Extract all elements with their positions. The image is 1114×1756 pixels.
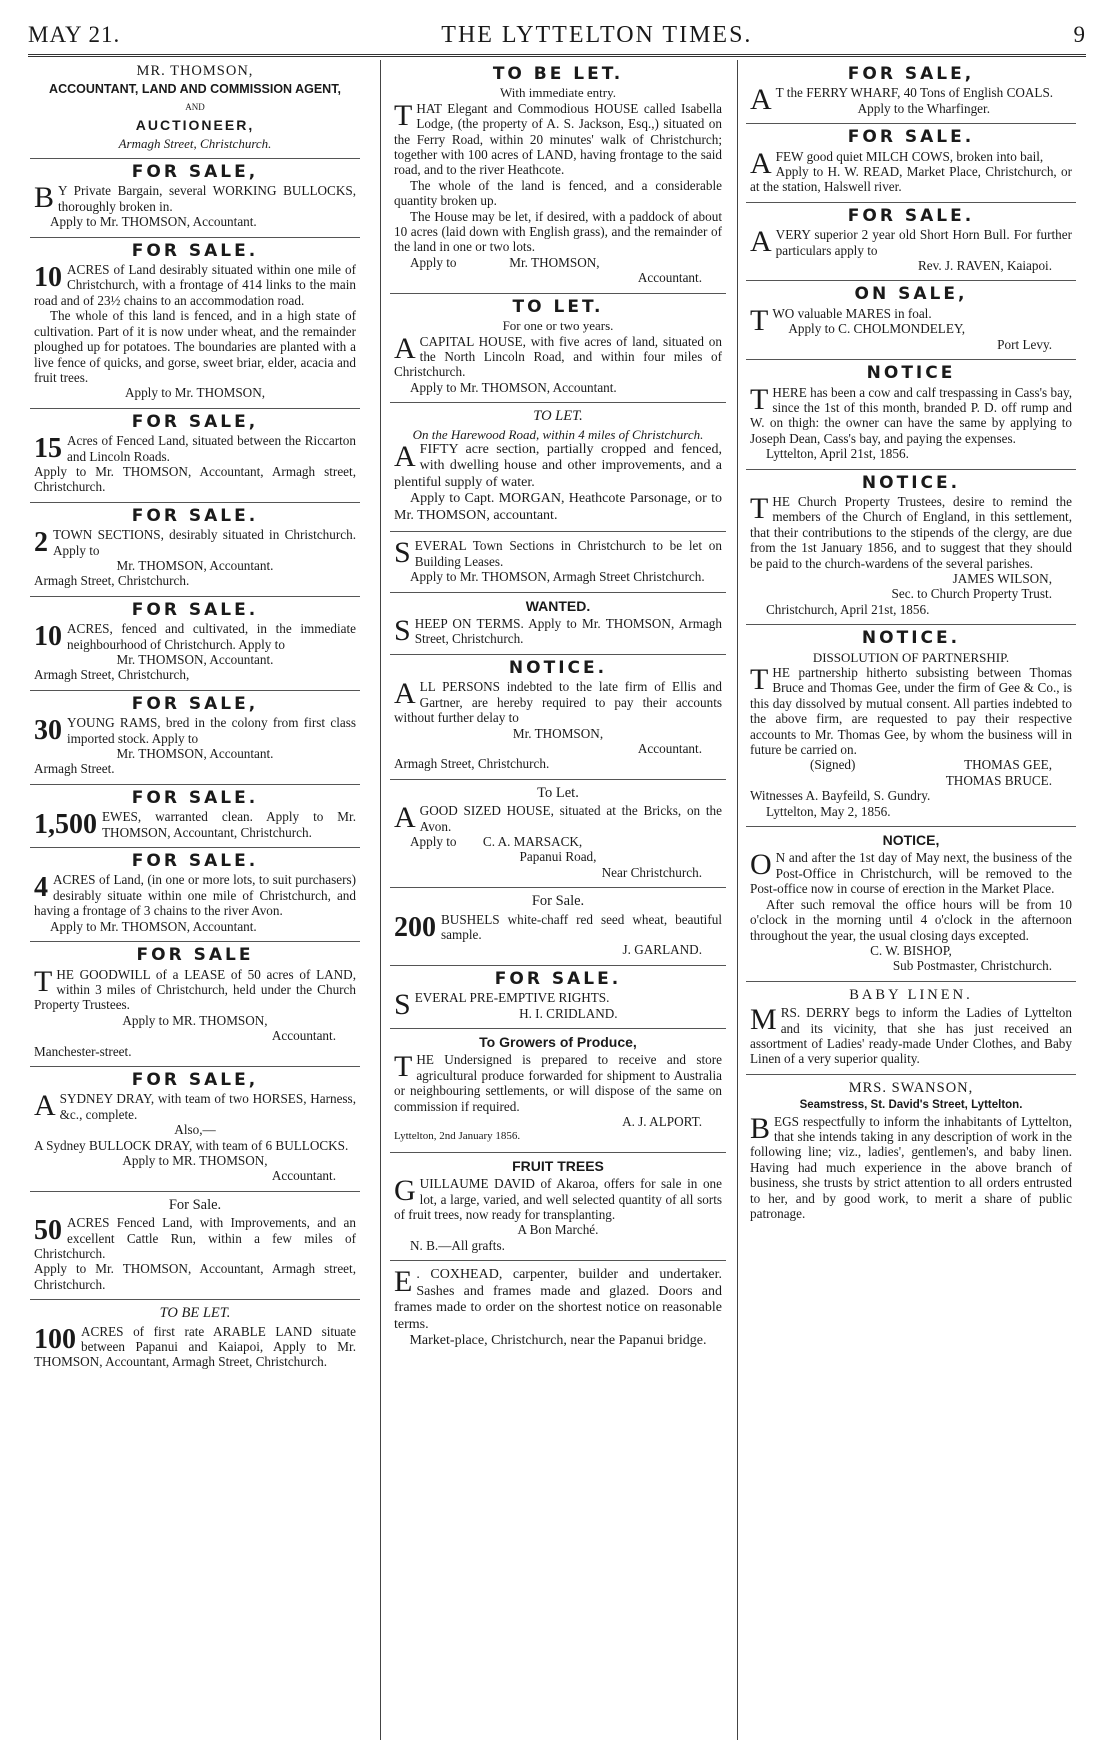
advert-text: BUSHELS white-chaff red seed wheat, beautiful sample. [441,911,722,942]
advert-text: HE GOODWILL of a LEASE of 50 acres of LAND, within 3 miles of Christchurch, held under the Church Property Trustees. [34,966,356,1013]
advert-address: Manchester-street. [34,1043,132,1059]
issue-date: MAY 21. [28,22,121,47]
advert-text: EVERAL Town Sections in Christchurch to be let on Building Leases. [414,538,722,569]
advert-text: UILLAUME DAVID of Akaroa, offers for sale in one lot, a large, varied, and well selected quantity of all sorts of fruit trees, now ready for transplanting. [394,1176,722,1223]
advert-text: HE Undersigned is prepared to receive and store agricultural produce forwarded for shipment to Australia or neighbouring settlements, or will dispose of the same on commission if required. [394,1052,722,1114]
advert-text: FEW good quiet MILCH COWS, broken into bail, [775,148,1044,164]
advert [746,284,1076,360]
advert-heading: NOTICE, [882,832,940,849]
advert [30,693,360,785]
advert-heading: NOTICE [866,363,956,384]
column-2 [390,64,726,1363]
advert-text: ACRES, fenced and cultivated, in the immediate neighbourhood of Christchurch. Apply to [67,621,356,652]
advert-number: 30 [34,715,62,747]
advert-text: EWES, warranted clean. Apply to Mr. THOMSON, Accountant, Christchurch. [102,809,356,840]
witness-2: S. Gundry. [873,788,931,804]
drop-cap: G [394,1174,416,1208]
advert [746,833,1076,982]
advert-signature: Sec. to Church Property Trust. [891,586,1052,602]
advert-heading: To Let. [537,784,579,801]
advert-text: After such removal the office hours will be from 10 o'clock in the morning until 4 o'clock in the afternoon throughout the year, the usual closing days excepted. [750,896,1072,943]
advert-address: Market-place, Christchurch, near the Papanui bridge. [409,1333,707,1349]
advert [390,1159,726,1261]
drop-cap: T [394,1050,413,1084]
agent-auctioneer: AUCTIONEER, [135,117,255,134]
advert [390,786,726,888]
signature-1: THOMAS GEE, [964,757,1052,773]
drop-cap: A [750,146,772,180]
drop-cap: T [750,663,769,696]
advert-apply: Apply to the Wharfinger. [857,100,990,116]
agent-name: MR. THOMSON, [136,63,254,79]
advert-heading: TO BE LET. [492,64,624,84]
column-3 [746,64,1076,1234]
advert-also: Also,— [174,1122,216,1138]
advert-apply [394,834,722,849]
advert-signature: JAMES WILSON, [952,570,1052,586]
advert-text: EGS respectfully to inform the inhabitants of Lyttelton, that she intends taking in any description of work in the following line; viz., ladies', gentlemen's, and baby linen. Having had much experience in the above branch of business, she trusts by strict attention to all orders entrusted to her, and by good work, to merit a share of public patronage. [750,1113,1072,1221]
advert [30,162,360,238]
advert [390,409,726,532]
apply-name: Mr. THOMSON, [509,254,600,270]
agent-address: Armagh Street, Christchurch. [118,135,272,151]
advert-number: 10 [34,262,62,294]
advert-heading: TO LET. [512,296,604,317]
advert-apply: Port Levy. [997,336,1052,352]
advert-date: Christchurch, April 21st, 1856. [766,601,930,617]
signed-label: (Signed) [810,757,856,773]
advert-apply: Apply to Capt. MORGAN, Heathcote Parsonage, or to Mr. THOMSON, accountant. [394,491,722,523]
advert-signed [750,757,1072,772]
advert-subheading: Seamstress, St. David's Street, Lyttelton. [799,1099,1023,1112]
advert [30,599,360,691]
advert-number: 10 [34,621,62,653]
advert-apply: Accountant. [271,1028,336,1044]
drop-cap: M [750,1003,777,1037]
advert-text: SYDNEY DRAY, with team of two HORSES, Harness, &c., complete. [59,1091,356,1122]
advert-apply: Apply to Mr. THOMSON, Armagh Street Christchurch. [410,569,705,585]
advert-number: 50 [34,1215,62,1247]
advert-text: ACRES of first rate ARABLE LAND situate between Papanui and Kaiapoi, Apply to Mr. THOMSON, Accountant, Armagh Street, Christchurch. [34,1323,356,1370]
drop-cap: E [394,1265,413,1299]
advert [390,657,726,780]
advert-heading: FOR SALE. [847,127,975,148]
drop-cap: B [34,181,55,215]
advert [390,968,726,1029]
drop-cap: T [750,303,769,337]
drop-cap: S [394,988,411,1022]
advert-text: VERY superior 2 year old Short Horn Bull. For further particulars apply to [775,227,1072,258]
header-rule [28,54,1086,57]
apply-name: C. A. MARSACK, [482,833,583,849]
advert-heading: To Growers of Produce, [479,1034,637,1050]
drop-cap: A [394,439,416,473]
advert-number: 100 [34,1323,76,1355]
advert [390,64,726,294]
advert [30,851,360,942]
advert-text: The whole of this land is fenced, and in a high state of cultivation. Part of it is now under wheat, and the remainder ploughed up for potatoes. The boundaries are planted with a live fence of quicks, and gorse, sweet briar, elder, acacia and fruit trees. [34,308,356,385]
advert-text: The House may be let, if desired, with a paddock of about 10 acres (laid down with English grass), and the remainder of the land in one or two lots. [394,208,722,255]
advert-apply: Apply to MR. THOMSON, [122,1152,268,1168]
advert-apply: Accountant. [271,1168,336,1184]
drop-cap: S [394,614,411,648]
advert-heading: FRUIT TREES [512,1157,604,1174]
advert-heading: MRS. SWANSON, [848,1079,974,1096]
advert [390,1035,726,1153]
advert-signature: H. I. CRIDLAND. [519,1005,618,1021]
advert [746,363,1076,469]
advert [746,628,1076,827]
advert-heading: FOR SALE, [847,64,975,84]
advert-heading: NOTICE. [861,628,961,649]
advert [30,945,360,1067]
advert-address: Armagh Street. [34,761,115,777]
advert-apply: Mr. THOMSON, Accountant. [116,652,274,667]
advert-apply: Accountant. [637,270,702,286]
advert-subheading: For one or two years. [502,318,614,334]
advert [746,1081,1076,1229]
advert-apply: Apply to Mr. THOMSON, Accountant, Armagh street, Christchurch. [34,463,356,495]
advert-subheading: DISSOLUTION OF PARTNERSHIP. [812,649,1010,665]
advert-text: CAPITAL HOUSE, with five acres of land, situated on the North Lincoln Road, and within four miles of Christchurch. [394,333,722,380]
advert-apply: Apply to Mr. THOMSON, [124,385,266,401]
advert-signature: A. J. ALPORT. [622,1114,702,1130]
advert-address: Near Christchurch. [601,864,702,880]
advert-apply: Rev. J. RAVEN, Kaiapoi. [917,258,1052,274]
advert [30,1198,360,1300]
advert-apply: Mr. THOMSON, Accountant. [116,746,274,762]
column-1 [30,64,360,1383]
advert [30,411,360,503]
drop-cap: S [394,536,411,570]
advert-text: RS. DERRY begs to inform the Ladies of Lyttelton and its vicinity, that she has just received an assortment of Ladies' ready-made Under Clothes, and Baby Linen of a very superior quality. [750,1005,1072,1067]
advert-apply: Apply to Mr. THOMSON, Accountant, Armagh street, Christchurch. [34,1261,356,1292]
advert-heading: FOR SALE. [131,505,259,526]
advert-text: T the FERRY WHARF, 40 Tons of English COALS. [775,85,1054,101]
advert-apply: Apply to H. W. READ, Market Place, Christchurch, or at the station, Halswell river. [750,164,1072,195]
agent-role: ACCOUNTANT, LAND AND COMMISSION AGENT, [49,82,341,97]
witnesses-label: Witnesses [750,788,803,804]
drop-cap: O [750,848,772,882]
advert-apply: Mr. THOMSON, [512,725,604,741]
advert-heading: FOR SALE, [131,162,259,183]
advert [390,538,726,592]
advert-apply: Mr. THOMSON, Accountant. [116,557,274,573]
advert [746,472,1076,626]
advert-apply: Apply to MR. THOMSON, [122,1012,268,1028]
drop-cap: T [750,382,769,416]
advert-signature: C. W. BISHOP, [870,942,952,958]
advert [30,787,360,848]
advert-number: 2 [34,527,48,559]
newspaper-title: THE LYTTELTON TIMES. [441,21,753,48]
drop-cap: T [34,964,53,998]
page-number: 9 [1073,22,1086,47]
advert-signature: J. GARLAND. [622,942,702,958]
advert-text: HAT Elegant and Commodious HOUSE called Isabella Lodge, (the property of A. S. Jackson, Esq.,) situated on the Ferry Road, within 20 minutes' walk of Christchurch; together with 100 acres of LAND, having frontage to the said road, and to the river Heathcote. [394,100,722,178]
apply-label: Apply to [410,833,457,849]
advert-text: A Sydney BULLOCK DRAY, with team of 6 BULLOCKS. [34,1137,349,1153]
advert-heading: For Sale. [531,893,585,910]
advert-text: The whole of the land is fenced, and a considerable quantity broken up. [394,177,722,209]
advert-heading: FOR SALE. [847,205,975,226]
advert-agent [30,64,360,159]
advert-subheading: With immediate entry. [500,85,616,101]
advert-text: HEEP ON TERMS. Apply to Mr. THOMSON, Armagh Street, Christchurch. [414,616,722,647]
drop-cap: A [394,801,416,835]
advert-heading: FOR SALE. [131,599,259,620]
advert [390,894,726,966]
advert-heading: NOTICE. [508,657,608,678]
advert-apply [394,255,722,270]
advert-apply: Apply to Mr. THOMSON, Accountant. [50,214,257,230]
advert-signature: Sub Postmaster, Christchurch. [892,958,1052,974]
drop-cap: T [750,491,769,525]
advert-heading: FOR SALE, [131,411,259,432]
advert-apply: Apply to Mr. THOMSON, Accountant. [50,918,257,934]
witness-1: A. Bayfeild, [805,788,871,804]
advert-heading: TO BE LET. [159,1305,231,1322]
column-divider [737,60,738,1740]
advert-text: HE partnership hitherto subsisting between Thomas Bruce and Thomas Gee, under the firm of Gee & Co., is this day dissolved by mutual consent. All parties indebted to the above firm, are requested to pay their respective accounts to Mr. Thomas Gee, by whom the business will in future be carried on. [750,665,1072,758]
advert-text: ACRES of Land, (in one or more lots, to suit purchasers) desirably situate within one mile of Christchurch, and having a frontage of 3 chains to the river Avon. [34,872,356,919]
drop-cap: A [750,83,772,117]
apply-label: Apply to [410,254,457,270]
advert-heading: FOR SALE [136,945,254,966]
advert-text: EVERAL PRE-EMPTIVE RIGHTS. [414,990,610,1006]
advert-heading: FOR SALE, [131,693,259,714]
advert [390,599,726,655]
advert-text: HERE has been a cow and calf trespassing in Cass's bay, since the 1st of this month, branded P. D. off rump and W. on thigh: the owner can have the same by applying to Joseph Dean, Cass's bay, and paying the expenses. [750,384,1072,446]
advert-heading: For Sale. [168,1196,222,1213]
advert-heading: WANTED. [525,597,591,614]
agent-and: AND [185,101,205,112]
advert-signature: A Bon Marché. [517,1222,599,1238]
page-header [28,18,1086,52]
advert-address: Armagh Street, Christchurch. [394,756,550,772]
advert-heading: FOR SALE. [131,851,259,872]
advert-address: Papanui Road, [519,849,597,865]
advert-heading: TO LET. [533,408,583,425]
drop-cap: A [394,677,416,711]
advert [746,988,1076,1075]
advert-heading: FOR SALE. [131,240,259,261]
advert-text: . COXHEAD, carpenter, builder and undertaker. Sashes and frames made and glazed. Doors and frames made to order on the shortest notice on reasonable terms. [394,1267,722,1332]
advert [30,505,360,597]
advert [30,1306,360,1377]
drop-cap: T [394,98,413,132]
advert-heading: ON SALE, [854,284,968,305]
advert-text: LL PERSONS indebted to the late firm of Ellis and Gartner, are hereby required to pay their accounts without further delay to [394,679,722,726]
advert-date: Lyttelton, May 2, 1856. [766,803,891,819]
drop-cap: A [750,225,772,259]
advert [390,1267,726,1357]
advert [746,205,1076,282]
advert-text: WO valuable MARES in foal. [772,305,932,321]
advert-text: ACRES Fenced Land, with Improvements, and an excellent Cattle Run, within a few miles of Christchurch. [34,1215,356,1261]
advert-text: Y Private Bargain, several WORKING BULLOCKS, thoroughly broken in. [58,183,356,214]
advert-text: HE Church Property Trustees, desire to remind the members of the Church of England, in this settlement, that their contributions to the stipends of the clergy, are due from the 1st January 1856, and to suggest that they should be paid to the church-wardens of the several parishes. [750,493,1072,571]
advert-text: Acres of Fenced Land, situated between the Riccarton and Lincoln Roads. [67,433,356,464]
advert-heading: FOR SALE. [494,968,622,989]
advert-number: 1,500 [34,809,97,841]
advert-heading: NOTICE. [861,472,961,493]
advert-subheading: On the Harewood Road, within 4 miles of Christchurch. [412,426,704,442]
drop-cap: A [34,1089,56,1123]
advert-apply: Apply to Mr. THOMSON, Accountant. [410,379,617,395]
advert-address: Armagh Street, Christchurch. [34,573,190,589]
advert-heading: BABY LINEN. [849,986,973,1003]
advert-number: 4 [34,872,48,904]
advert-text: TOWN SECTIONS, desirably situated in Christchurch. Apply to [53,527,356,558]
advert [390,296,726,403]
advert-text: YOUNG RAMS, bred in the colony from first class imported stock. Apply to [67,715,356,746]
advert-text: ACRES of Land desirably situated within one mile of Christchurch, with a frontage of 414 links to the main road and of 23½ chains to an accommodation road. [34,262,356,308]
advert-apply: Apply to C. CHOLMONDELEY, [788,321,966,337]
advert [746,127,1076,203]
advert-note: N. B.—All grafts. [410,1237,505,1253]
signature-2: THOMAS BRUCE. [945,772,1052,788]
advert-address: Armagh Street, Christchurch, [34,667,190,683]
advert-text: GOOD SIZED HOUSE, situated at the Bricks, on the Avon. [419,803,722,834]
advert-number: 200 [394,911,436,943]
advert-text: N and after the 1st day of May next, the business of the Post-Office in Christchurch, will be removed to the Post-office now in course of erection in the Market Place. [750,850,1072,897]
advert-date: Lyttelton, April 21st, 1856. [766,446,909,462]
drop-cap: A [394,331,416,365]
drop-cap: B [750,1111,771,1145]
advert-date: Lyttelton, 2nd January 1856. [394,1130,521,1143]
witnesses [750,788,1072,803]
advert-heading: FOR SALE. [131,787,259,808]
advert [30,240,360,409]
advert [746,64,1076,124]
advert-apply: Accountant. [637,740,702,756]
advert-number: 15 [34,433,62,465]
advert-text: FIFTY acre section, partially cropped and fenced, with dwelling house and other improvements, and a plentiful supply of water. [394,441,722,490]
advert [30,1069,360,1192]
advert-heading: FOR SALE, [131,1069,259,1090]
column-divider [380,60,381,1740]
